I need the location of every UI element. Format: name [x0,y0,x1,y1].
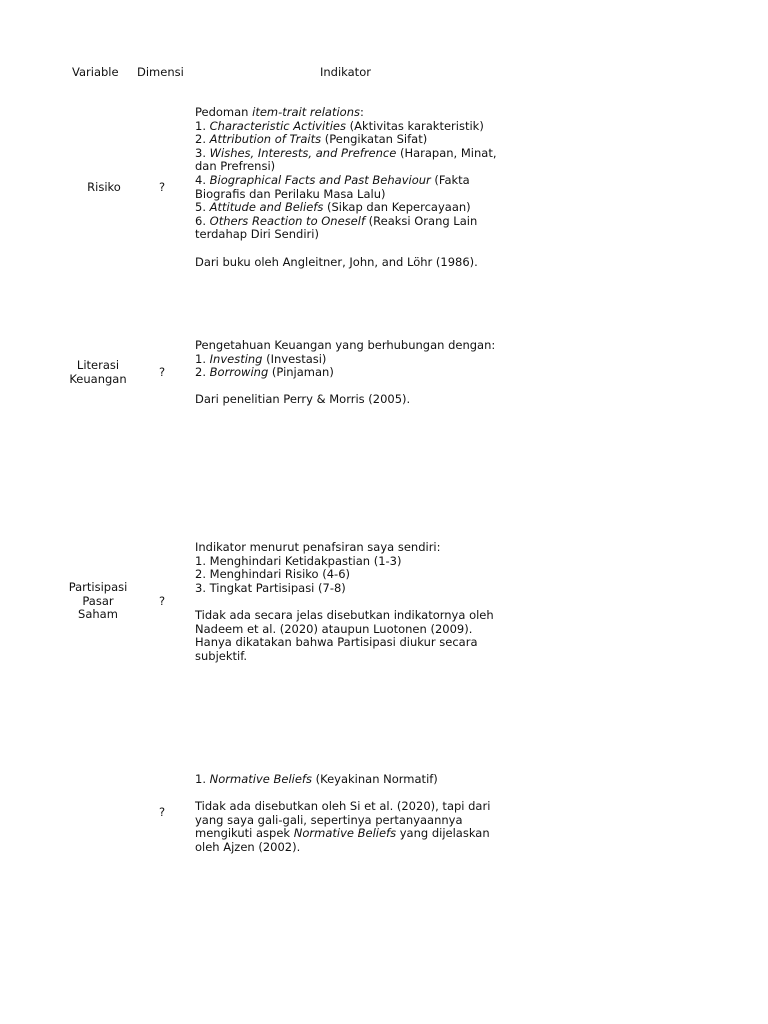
row-risiko-dimensi: ? [159,180,166,194]
list-item: 1. Investing (Investasi) [195,351,327,366]
note-line: yang saya gali-gali, sepertinya pertanyaannya [195,812,463,827]
note-line: mengikuti aspek Normative Beliefs yang dijelaskan [195,826,490,841]
list-item: 6. Others Reaction to Oneself (Reaksi Orang Lain [195,213,478,228]
row-literasi-indikator [195,339,515,407]
list-item: 2. Menghindari Risiko (4-6) [195,567,350,582]
source-note: Dari buku oleh Angleitner, John, and Löhr (1986). [195,254,478,269]
variable-text: Literasi [76,358,120,372]
list-item: 1. Characteristic Activities (Aktivitas karakteristik) [195,118,484,133]
row-risiko-variable [64,181,144,195]
source-note: Dari penelitian Perry & Morris (2005). [195,392,411,407]
note-line: Tidak ada secara jelas disebutkan indikatornya oleh [195,607,494,622]
row-literasi-variable [58,359,138,386]
indikator-title: Pedoman item-trait relations: [195,105,364,119]
row-partisipasi-indikator [195,541,515,663]
header-dimensi: Dimensi [137,65,184,79]
list-item: 3. Tingkat Partisipasi (7-8) [195,580,346,595]
row-literasi-dimensi: ? [159,365,166,379]
list-item: terdahap Diri Sendiri) [195,227,319,242]
list-item: Biografis dan Perilaku Masa Lalu) [195,186,386,201]
list-item: 1. Menghindari Ketidakpastian (1-3) [195,553,402,568]
row-partisipasi-dimensi: ? [159,594,166,608]
variable-text: Pasar [82,593,114,608]
header-variable: Variable [72,65,119,79]
note-line: Nadeem et al. (2020) ataupun Luotonen (2009). [195,621,473,636]
variable-text: Partisipasi [68,580,128,594]
row-partisipasi-variable [58,581,138,622]
note-line: subjektif. [195,648,248,663]
row-normative-indikator [195,773,515,855]
indikator-title: Indikator menurut penafsiran saya sendiri: [195,540,441,554]
variable-text: Risiko [87,180,121,194]
list-item: 2. Borrowing (Pinjaman) [195,365,334,380]
list-item: 1. Normative Beliefs (Keyakinan Normatif) [195,772,438,786]
note-line: oleh Ajzen (2002). [195,839,301,854]
list-item: 3. Wishes, Interests, and Prefrence (Harapan, Minat, [195,145,497,160]
list-item: 5. Attitude and Beliefs (Sikap dan Kepercayaan) [195,200,471,215]
note-line: Hanya dikatakan bahwa Partisipasi diukur secara [195,635,478,650]
list-item: 4. Biographical Facts and Past Behaviour (Fakta [195,172,470,187]
list-item: 2. Attribution of Traits (Pengikatan Sifat) [195,132,428,147]
header-indikator: Indikator [320,65,371,79]
row-risiko-indikator [195,106,515,269]
row-normative-dimensi: ? [159,805,166,819]
note-line: Tidak ada disebutkan oleh Si et al. (2020), tapi dari [195,799,491,814]
list-item: dan Prefrensi) [195,159,276,174]
indikator-title: Pengetahuan Keuangan yang berhubungan dengan: [195,338,496,352]
variable-text: Saham [78,607,118,622]
variable-text: Keuangan [69,371,127,386]
